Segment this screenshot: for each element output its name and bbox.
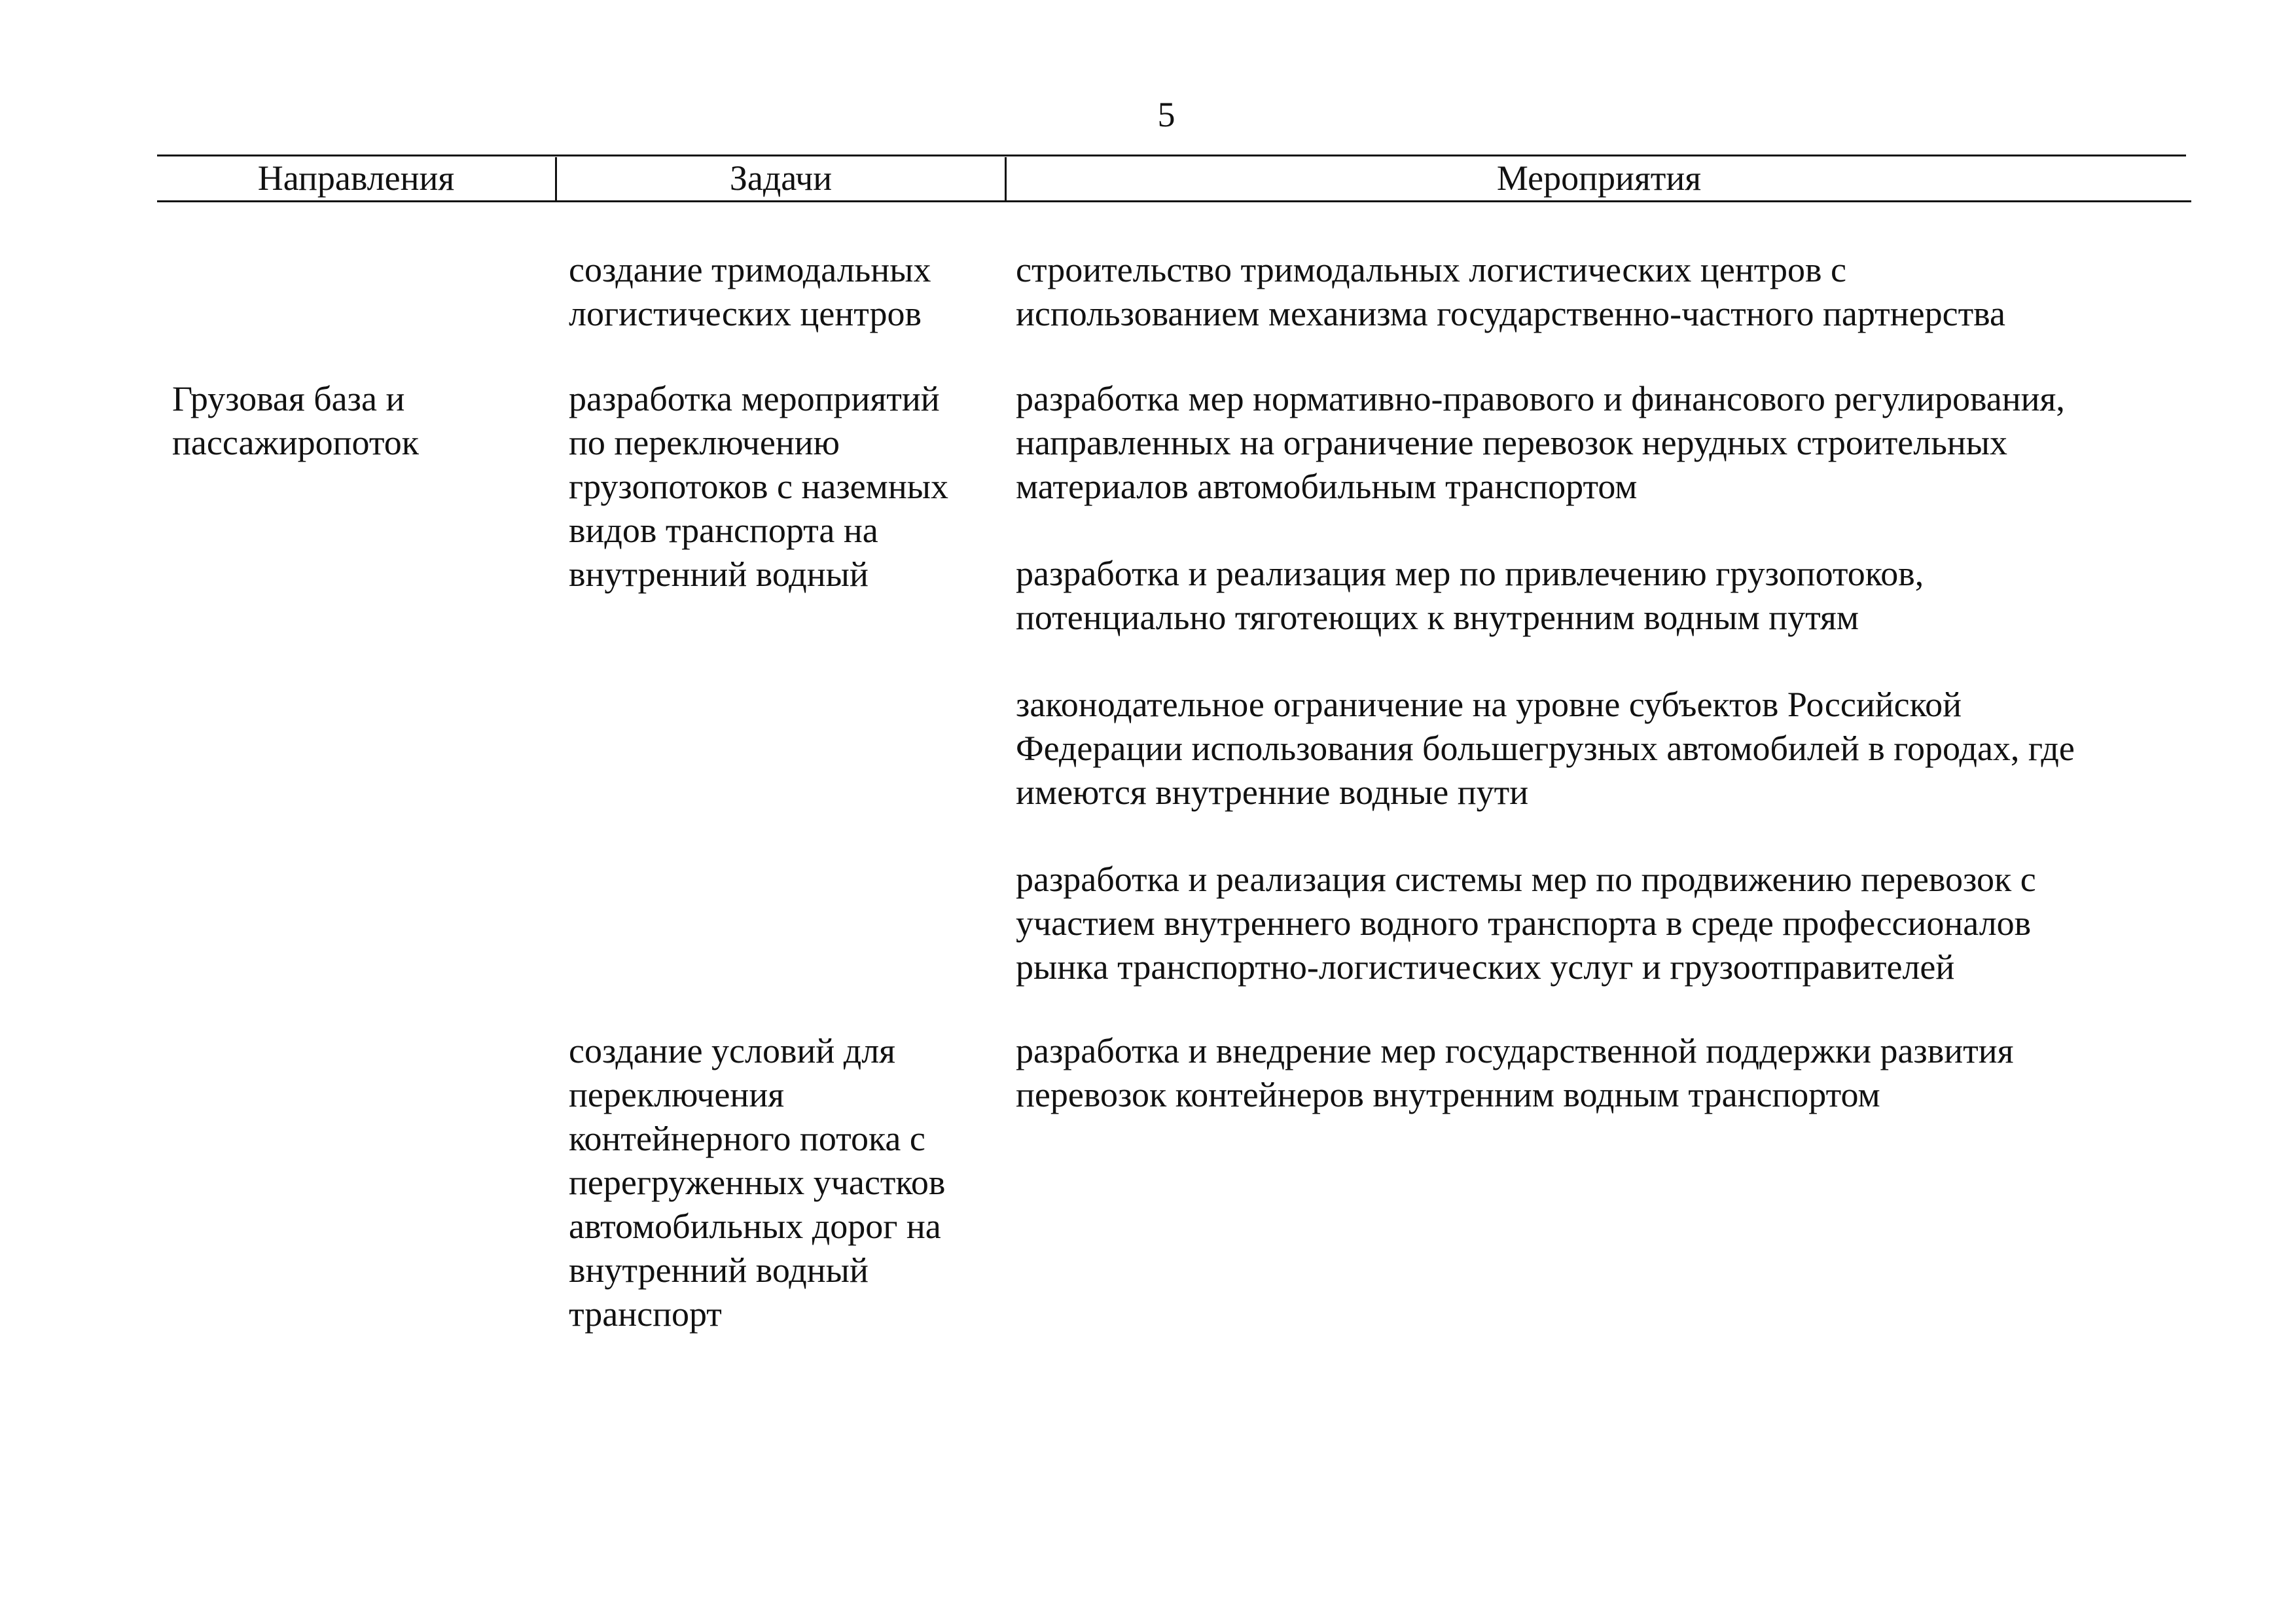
- activity-line: использованием механизма государственно-частного партнерства: [1016, 294, 2005, 333]
- task-line: грузопотоков с наземных: [569, 467, 948, 506]
- activity-cell: [1016, 377, 2065, 509]
- column-header-activities: Мероприятия: [1496, 158, 1702, 198]
- activity-line: разработка и реализация мер по привлечению грузопотоков,: [1016, 554, 1924, 593]
- activity-line: разработка и реализация системы мер по продвижению перевозок с: [1016, 860, 2036, 899]
- task-line: разработка мероприятий: [569, 379, 940, 418]
- activity-cell: [1016, 1029, 2014, 1117]
- activity-cell: [1016, 248, 2005, 336]
- direction-line: пассажиропоток: [172, 423, 419, 462]
- task-line: создание тримодальных: [569, 250, 931, 289]
- activity-line: разработка мер нормативно-правового и финансового регулирования,: [1016, 379, 2065, 418]
- page-number: 5: [1157, 95, 1175, 134]
- column-header-tasks: Задачи: [729, 158, 833, 198]
- task-line: транспорт: [569, 1294, 722, 1334]
- activity-cell: [1016, 552, 1924, 640]
- activity-cell: [1016, 858, 2036, 989]
- activity-line: направленных на ограничение перевозок нерудных строительных: [1016, 423, 2008, 462]
- task-line: создание условий для: [569, 1031, 895, 1070]
- activity-line: потенциально тяготеющих к внутренним водным путям: [1016, 598, 1859, 637]
- task-line: перегруженных участков: [569, 1163, 946, 1202]
- activity-line: участием внутреннего водного транспорта в среде профессионалов: [1016, 903, 2032, 943]
- activity-line: перевозок контейнеров внутренним водным транспортом: [1016, 1075, 1880, 1114]
- activity-line: строительство тримодальных логистических центров с: [1016, 250, 1846, 289]
- activity-line: разработка и внедрение мер государственной поддержки развития: [1016, 1031, 2014, 1070]
- activity-line: имеются внутренние водные пути: [1016, 773, 1529, 812]
- activity-cell: [1016, 683, 2075, 814]
- activity-line: законодательное ограничение на уровне субъектов Российской: [1016, 685, 1962, 724]
- activity-line: Федерации использования большегрузных автомобилей в городах, где: [1016, 729, 2075, 768]
- direction-cell: [172, 377, 419, 465]
- task-line: внутренний водный: [569, 555, 869, 594]
- task-cell-cargo-switch: [569, 377, 948, 596]
- task-line: логистических центров: [569, 294, 922, 333]
- header-bottom-rule: [157, 200, 2191, 202]
- task-line: по переключению: [569, 423, 840, 462]
- activity-line: рынка транспортно-логистических услуг и грузоотправителей: [1016, 947, 1955, 987]
- task-line: контейнерного потока с: [569, 1119, 925, 1158]
- task-cell-container-flow: [569, 1029, 945, 1336]
- task-cell-trimodal: [569, 248, 931, 336]
- task-line: автомобильных дорог на: [569, 1207, 941, 1246]
- column-header-directions: Направления: [257, 158, 455, 198]
- direction-line: Грузовая база и: [172, 379, 405, 418]
- task-line: видов транспорта на: [569, 511, 878, 550]
- activity-line: материалов автомобильным транспортом: [1016, 467, 1638, 506]
- task-line: внутренний водный: [569, 1250, 869, 1290]
- task-line: переключения: [569, 1075, 785, 1114]
